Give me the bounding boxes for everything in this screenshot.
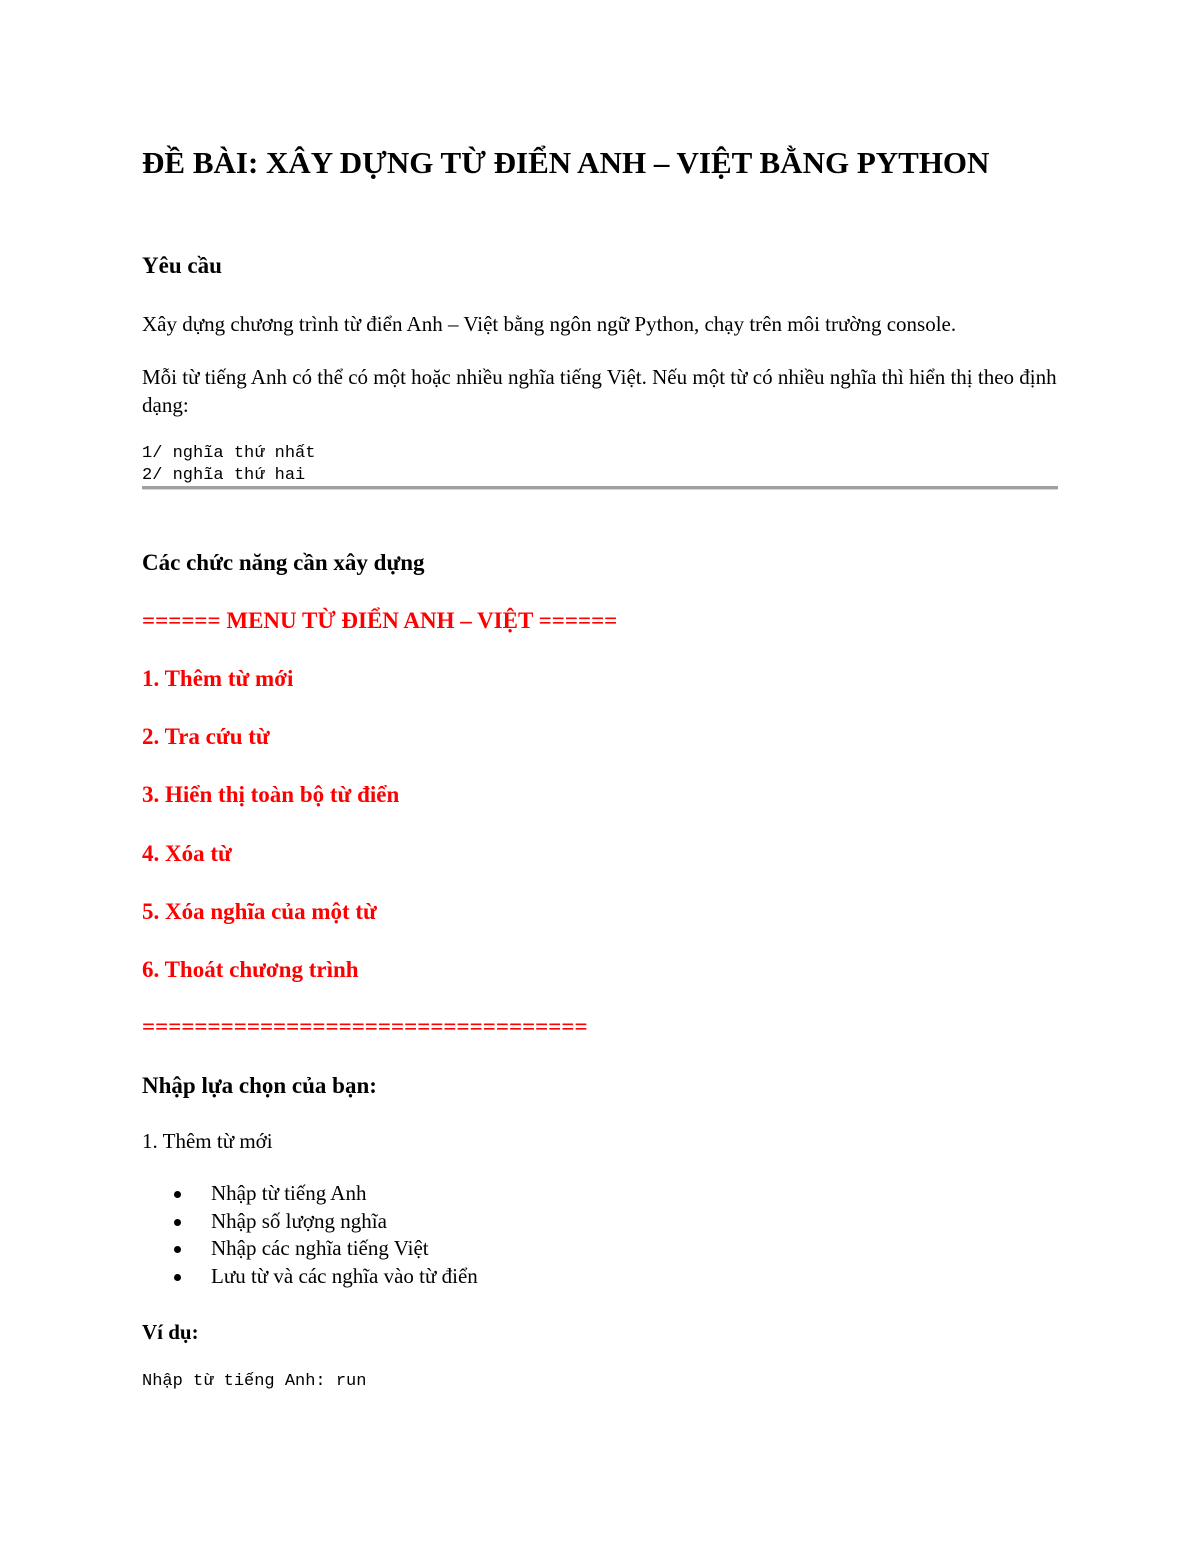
document-title: ĐỀ BÀI: XÂY DỰNG TỪ ĐIỂN ANH – VIỆT BẰNG PYTHON: [142, 145, 990, 180]
requirements-paragraph-2: Mỗi từ tiếng Anh có thể có một hoặc nhiều nghĩa tiếng Việt. Nếu một từ có nhiều nghĩa thì hiển thị theo định dạng:: [142, 365, 1057, 417]
step-label: Nhập số lượng nghĩa: [211, 1208, 387, 1233]
menu-item-6: 6. Thoát chương trình: [142, 957, 359, 982]
features-heading: Các chức năng cần xây dựng: [142, 550, 425, 575]
menu-item-4: 4. Xóa từ: [142, 841, 232, 866]
list-item: [142, 1180, 478, 1208]
requirements-heading: Yêu cầu: [142, 253, 222, 278]
code-line-1: 1/ nghĩa thứ nhất: [142, 444, 316, 463]
code-line-2: 2/ nghĩa thứ hai: [142, 466, 306, 485]
list-item: [142, 1263, 478, 1291]
menu-footer: ==================================: [142, 1014, 588, 1039]
step-label: Nhập các nghĩa tiếng Việt: [211, 1236, 429, 1260]
example-label: Ví dụ:: [142, 1320, 199, 1344]
bullet-icon: [174, 1246, 181, 1253]
example-code-line: Nhập từ tiếng Anh: run: [142, 1372, 367, 1391]
add-word-heading: 1. Thêm từ mới: [142, 1129, 273, 1153]
horizontal-rule: [142, 486, 1058, 490]
menu-item-2: 2. Tra cứu từ: [142, 724, 270, 749]
menu-item-3: 3. Hiển thị toàn bộ từ điển: [142, 782, 400, 807]
bullet-icon: [174, 1274, 181, 1281]
add-word-steps: [142, 1180, 478, 1290]
list-item: [142, 1235, 478, 1263]
menu-title: ====== MENU TỪ ĐIỂN ANH – VIỆT ======: [142, 608, 618, 633]
menu-item-1: 1. Thêm từ mới: [142, 666, 294, 691]
choice-prompt: Nhập lựa chọn của bạn:: [142, 1073, 377, 1098]
bullet-icon: [174, 1191, 181, 1198]
bullet-icon: [174, 1219, 181, 1226]
step-label: Nhập từ tiếng Anh: [211, 1181, 367, 1205]
step-label: Lưu từ và các nghĩa vào từ điển: [211, 1263, 478, 1288]
list-item: [142, 1208, 478, 1236]
requirements-paragraph-1: Xây dựng chương trình từ điển Anh – Việt bằng ngôn ngữ Python, chạy trên môi trường console.: [142, 312, 957, 336]
menu-item-5: 5. Xóa nghĩa của một từ: [142, 899, 377, 924]
